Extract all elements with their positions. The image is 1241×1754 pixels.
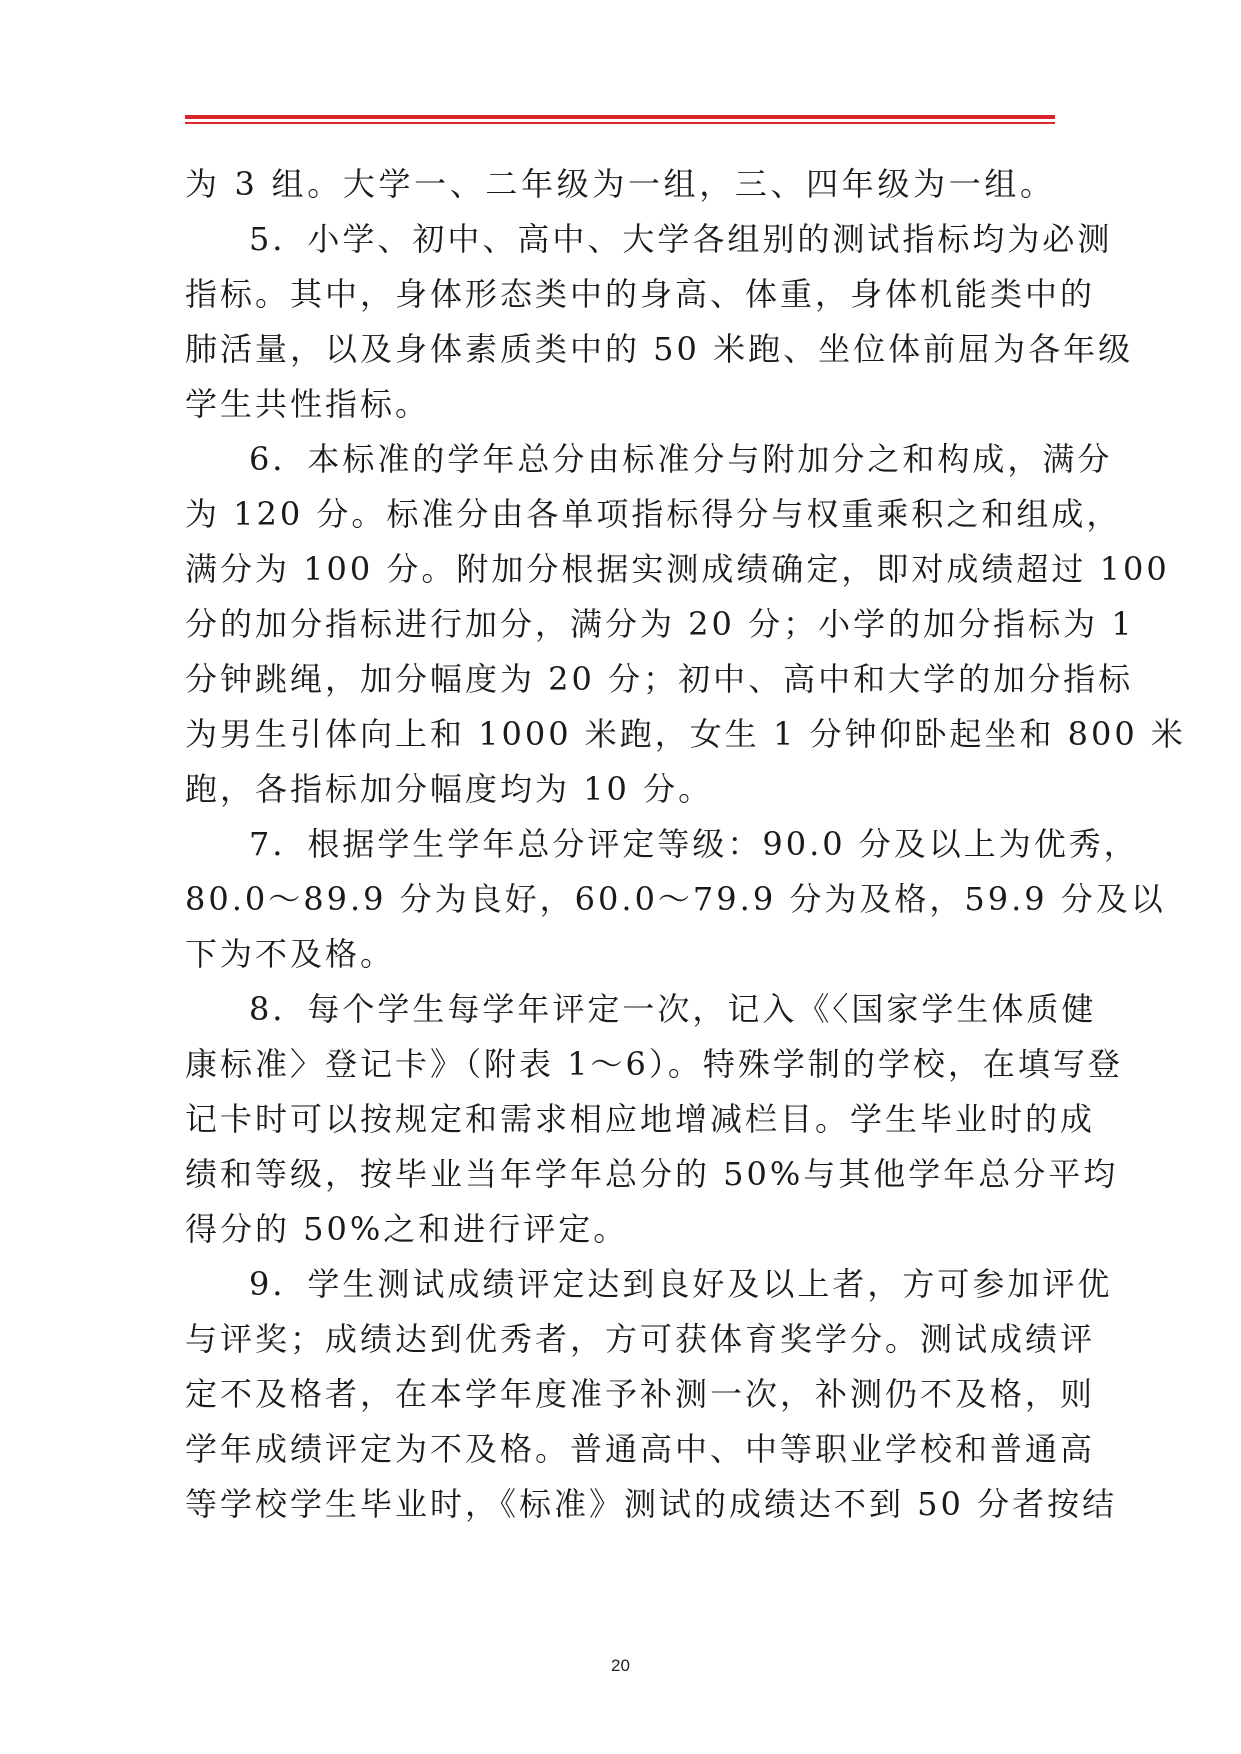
page-number: 20 [611, 1656, 630, 1675]
text-line: 学生共性指标。 [185, 385, 431, 423]
text-line: 分钟跳绳，加分幅度为 20 分；初中、高中和大学的加分指标 [185, 660, 1134, 698]
text-line: 下为不及格。 [185, 935, 396, 973]
text-line: 绩和等级，按毕业当年学年总分的 50%与其他学年总分平均 [185, 1155, 1119, 1193]
header-rule-thin [185, 122, 1055, 124]
text-line: 与评奖；成绩达到优秀者，方可获体育奖学分。测试成绩评 [185, 1320, 1096, 1358]
text-line: 为 120 分。标准分由各单项指标得分与权重乘积之和组成， [185, 495, 1122, 533]
text-line: 肺活量，以及身体素质类中的 50 米跑、坐位体前屈为各年级 [185, 330, 1134, 368]
text-line: 康标准〉登记卡》（附表 1～6）。特殊学制的学校，在填写登 [185, 1045, 1123, 1083]
text-line: 为男生引体向上和 1000 米跑，女生 1 分钟仰卧起坐和 800 米 [185, 715, 1186, 753]
paragraph-9-line: 9．学生测试成绩评定达到良好及以上者，方可参加评优 [249, 1265, 1113, 1303]
text-line: 80.0～89.9 分为良好，60.0～79.9 分为及格，59.9 分及以 [185, 880, 1166, 918]
text-line: 得分的 50%之和进行评定。 [185, 1210, 629, 1248]
text-line: 记卡时可以按规定和需求相应地增减栏目。学生毕业时的成 [185, 1100, 1096, 1138]
text-line: 等学校学生毕业时，《标准》测试的成绩达不到 50 分者按结 [185, 1485, 1118, 1523]
body-text [185, 157, 1186, 1532]
text-line: 满分为 100 分。附加分根据实测成绩确定，即对成绩超过 100 [185, 550, 1170, 588]
text-line: 学年成绩评定为不及格。普通高中、中等职业学校和普通高 [185, 1430, 1096, 1468]
text-line: 为 3 组。大学一、二年级为一组，三、四年级为一组。 [185, 165, 1055, 203]
text-line: 跑，各指标加分幅度均为 10 分。 [185, 770, 714, 808]
paragraph-8-line: 8．每个学生每学年评定一次，记入《〈国家学生体质健 [249, 990, 1097, 1028]
text-line: 分的加分指标进行加分，满分为 20 分；小学的加分指标为 1 [185, 605, 1135, 643]
paragraph-5-line: 5．小学、初中、高中、大学各组别的测试指标均为必测 [249, 220, 1113, 258]
header-rule-thick [185, 115, 1055, 119]
text-line: 定不及格者，在本学年度准予补测一次，补测仍不及格，则 [185, 1375, 1096, 1413]
text-line: 指标。其中，身体形态类中的身高、体重，身体机能类中的 [185, 275, 1096, 313]
paragraph-7-line: 7．根据学生学年总分评定等级：90.0 分及以上为优秀， [249, 825, 1139, 863]
paragraph-6-line: 6．本标准的学年总分由标准分与附加分之和构成，满分 [249, 440, 1113, 478]
